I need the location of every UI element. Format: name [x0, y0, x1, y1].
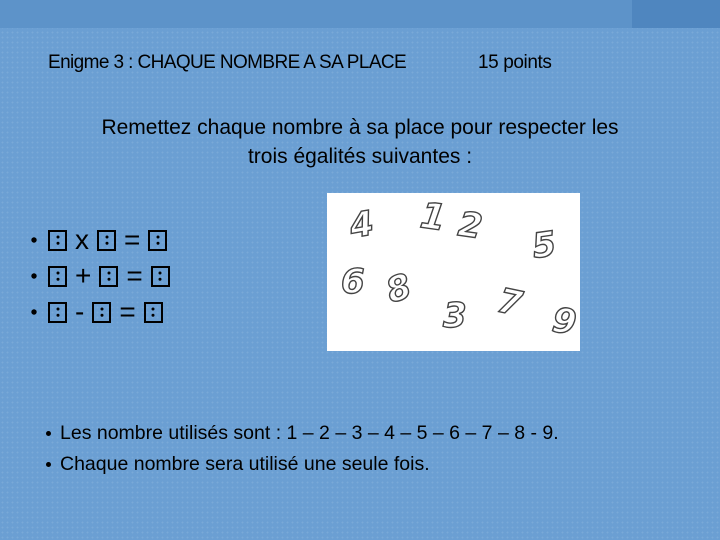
operator-equals: = [119, 296, 136, 327]
digit-6: 6 [341, 262, 365, 302]
numbers-image [327, 193, 580, 351]
bullet-icon [46, 431, 51, 436]
instruction-text [30, 113, 690, 171]
bullet-icon [46, 462, 51, 467]
operator-minus: - [75, 296, 85, 327]
bullet-icon [31, 273, 36, 278]
operator-plus: + [75, 260, 92, 291]
operator-equals: = [124, 224, 141, 255]
equation-row-1 [28, 222, 176, 258]
empty-box-icon [48, 230, 67, 251]
digit-9: 9 [549, 300, 579, 344]
empty-box-icon [48, 302, 67, 323]
instruction-line-2: trois égalités suivantes : [247, 145, 473, 168]
digit-2: 2 [455, 204, 485, 248]
equations-list [28, 222, 176, 330]
points-label: 15 points [478, 52, 552, 73]
digit-5: 5 [529, 224, 559, 267]
note-item [46, 449, 559, 480]
empty-box-icon [151, 266, 170, 287]
empty-box-icon [92, 302, 111, 323]
slide-title: Enigme 3 : CHAQUE NOMBRE A SA PLACE [48, 52, 407, 73]
operator-equals: = [126, 260, 143, 291]
empty-box-icon [144, 302, 163, 323]
bullet-icon [31, 309, 36, 314]
top-bar-accent [632, 0, 720, 28]
digit-7: 7 [494, 280, 526, 325]
instruction-line-1: Remettez chaque nombre à sa place pour respecter les [101, 116, 619, 139]
note-text: Chaque nombre sera utilisé une seule fois. [60, 453, 430, 475]
empty-box-icon [48, 266, 67, 287]
top-bar [0, 0, 720, 28]
empty-box-icon [97, 230, 116, 251]
notes-list [46, 418, 559, 480]
bullet-icon [31, 237, 36, 242]
equation-row-2 [28, 258, 176, 294]
digit-8: 8 [381, 266, 417, 312]
note-item [46, 418, 559, 449]
empty-box-icon [148, 230, 167, 251]
note-text: Les nombre utilisés sont : 1 – 2 – 3 – 4 – 5 – 6 – 7 – 8 - 9. [60, 422, 559, 444]
empty-box-icon [99, 266, 118, 287]
operator-multiply: x [75, 224, 89, 255]
digit-1: 1 [417, 195, 449, 240]
numbers-svg [327, 193, 580, 351]
digit-3: 3 [443, 296, 467, 336]
digit-4: 4 [346, 203, 377, 247]
equation-row-3 [28, 294, 176, 330]
